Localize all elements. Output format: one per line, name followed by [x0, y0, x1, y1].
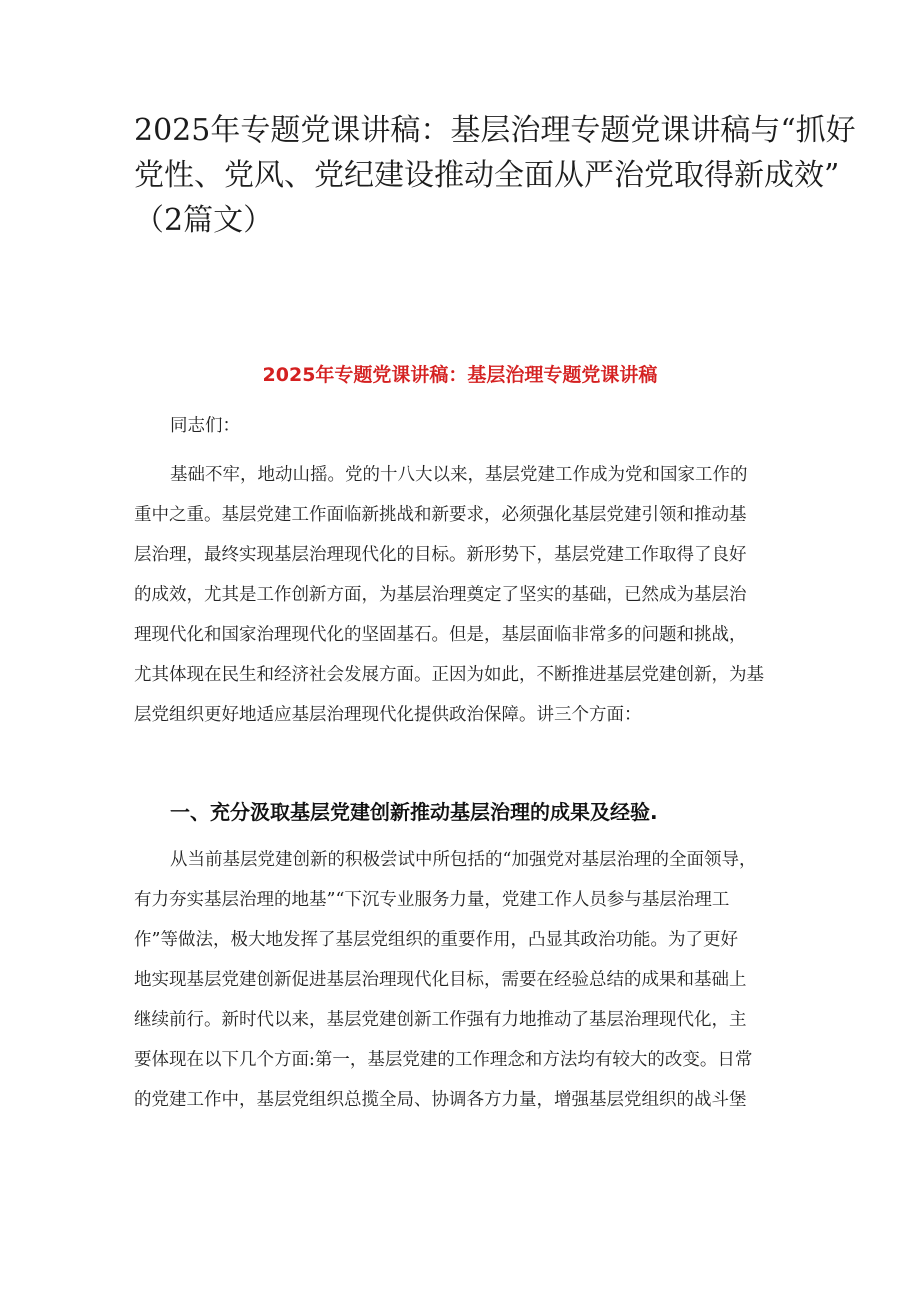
title-line: （2篇文） [134, 203, 274, 238]
paragraph-line: 的成效，尤其是工作创新方面，为基层治理奠定了坚实的基础，已然成为基层治 [134, 585, 747, 605]
paragraph-line: 层治理，最终实现基层治理现代化的目标。新形势下，基层党建工作取得了良好 [134, 545, 747, 565]
paragraph-line: 地实现基层党建创新促进基层治理现代化目标，需要在经验总结的成果和基础上 [134, 970, 747, 990]
paragraph-1 [134, 455, 794, 735]
section-heading-1: 一、充分汲取基层党建创新推动基层治理的成果及经验. [170, 800, 658, 824]
title-line: 2025年专题党课讲稿：基层治理专题党课讲稿与“抓好 [134, 113, 856, 148]
greeting-block [134, 406, 794, 446]
paragraph-line: 层党组织更好地适应基层治理现代化提供政治保障。讲三个方面： [134, 705, 642, 725]
paragraph-line: 基础不牢，地动山摇。党的十八大以来，基层党建工作成为党和国家工作的 [170, 465, 748, 485]
section-title: 2025年专题党课讲稿：基层治理专题党课讲稿 [262, 364, 658, 386]
paragraph-2 [134, 840, 794, 1120]
paragraph-line: 继续前行。新时代以来，基层党建创新工作强有力地推动了基层治理现代化，主 [134, 1010, 747, 1030]
paragraph-line: 理现代化和国家治理现代化的坚固基石。但是，基层面临非常多的问题和挑战， [134, 625, 747, 645]
paragraph-line: 尤其体现在民生和经济社会发展方面。正因为如此，不断推进基层党建创新，为基 [134, 665, 764, 685]
document-title [134, 108, 856, 243]
paragraph-line: 从当前基层党建创新的积极尝试中所包括的“加强党对基层治理的全面领导， [170, 850, 757, 870]
paragraph-line: 有力夯实基层治理的地基”“下沉专业服务力量，党建工作人员参与基层治理工 [134, 890, 730, 910]
title-line: 党性、党风、党纪建设推动全面从严治党取得新成效” [134, 158, 840, 193]
greeting-text: 同志们： [170, 416, 240, 436]
paragraph-line: 要体现在以下几个方面:第一，基层党建的工作理念和方法均有较大的改变。日常 [134, 1050, 753, 1070]
paragraph-line: 重中之重。基层党建工作面临新挑战和新要求，必须强化基层党建引领和推动基 [134, 505, 747, 525]
paragraph-line: 作”等做法，极大地发挥了基层党组织的重要作用，凸显其政治功能。为了更好 [134, 930, 738, 950]
paragraph-line: 的党建工作中，基层党组织总揽全局、协调各方力量，增强基层党组织的战斗堡 [134, 1090, 747, 1110]
